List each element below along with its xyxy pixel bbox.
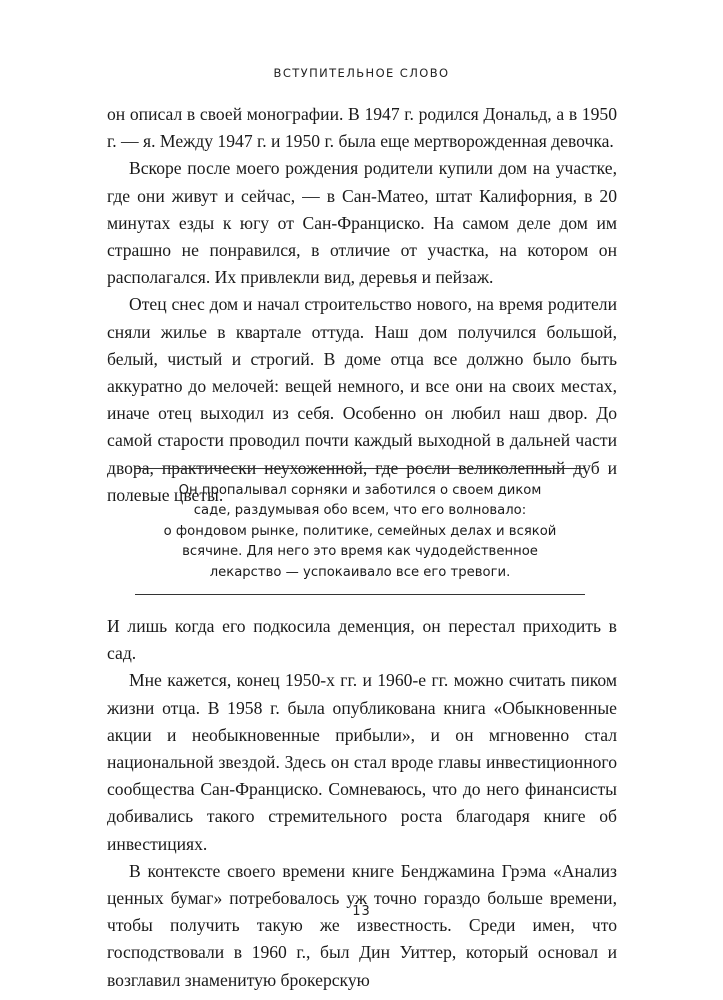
body-text-top (107, 101, 617, 509)
paragraph-peak-years: Мне кажется, конец 1950-х гг. и 1960-е гг. можно считать пиком жизни отца. В 1958 г. была опубликована книга «Обыкновенные акции и необыкновенные прибыли», и он мгновенно стал национальной звездой. Здесь он стал вроде главы инвестиционного сообщества Сан-Франциско. Сомневаюсь, что до него финансисты добивались такого стремительного роста благодаря книге об инвестициях. (107, 670, 617, 854)
paragraph-graham-context: В контексте своего времени книге Бенджамина Грэма «Анализ ценных бумаг» потребовалось уж точно гораздо больше времени, чтобы получить такую же известность. Среди имен, что господствовали в 1960 г., был Дин Уиттер, который основал и возглавил знаменитую брокерскую (107, 860, 617, 990)
pull-quote-line: саде, раздумывая обо всем, что его волновало: (193, 503, 527, 519)
pull-quote (135, 468, 585, 595)
paragraph-dementia: И лишь когда его подкосила деменция, он перестал приходить в сад. (107, 616, 617, 664)
running-header: ВСТУПИТЕЛЬНОЕ СЛОВО (273, 66, 450, 80)
paragraph-continuation: он описал в своей монографии. В 1947 г. родился Дональд, а в 1950 г. — я. Между 1947 г. и 1950 г. была еще мертворожденная девочка. (107, 104, 617, 152)
pull-quote-line: о фондовом рынке, политике, семейных делах и всякой (163, 523, 557, 539)
page-number: 13 (352, 904, 371, 919)
paragraph-new-house: Отец снес дом и начал строительство нового, на время родители сняли жилье в квартале оттуда. Наш дом получился большой, белый, чистый и строгий. В доме отца все должно было быть аккуратно до мелочей: вещей немного, и все они на своих местах, иначе отец выходил из себя. Особенно он любил наш двор. До самой старости проводил почти каждый выходной в дальней части двора, практически неухоженной, где росли великолепный дуб и полевые цветы. (107, 294, 617, 505)
pull-quote-line: лекарство — успокаивало все его тревоги. (209, 564, 511, 580)
body-text-bottom (107, 613, 617, 994)
paragraph-house-purchase: Вскоре после моего рождения родители купили дом на участке, где они живут и сейчас, — в Сан-Матео, штат Калифорния, в 20 минутах езды к югу от Сан-Франциско. На самом деле дом им страшно не понравился, в отличие от участка, на котором он располагался. Их привлекли вид, деревья и пейзаж. (107, 158, 617, 288)
pull-quote-line: Он пропалывал сорняки и заботился о своем диком (178, 483, 542, 498)
pull-quote-line: всячине. Для него это время как чудодейственное (182, 544, 538, 560)
